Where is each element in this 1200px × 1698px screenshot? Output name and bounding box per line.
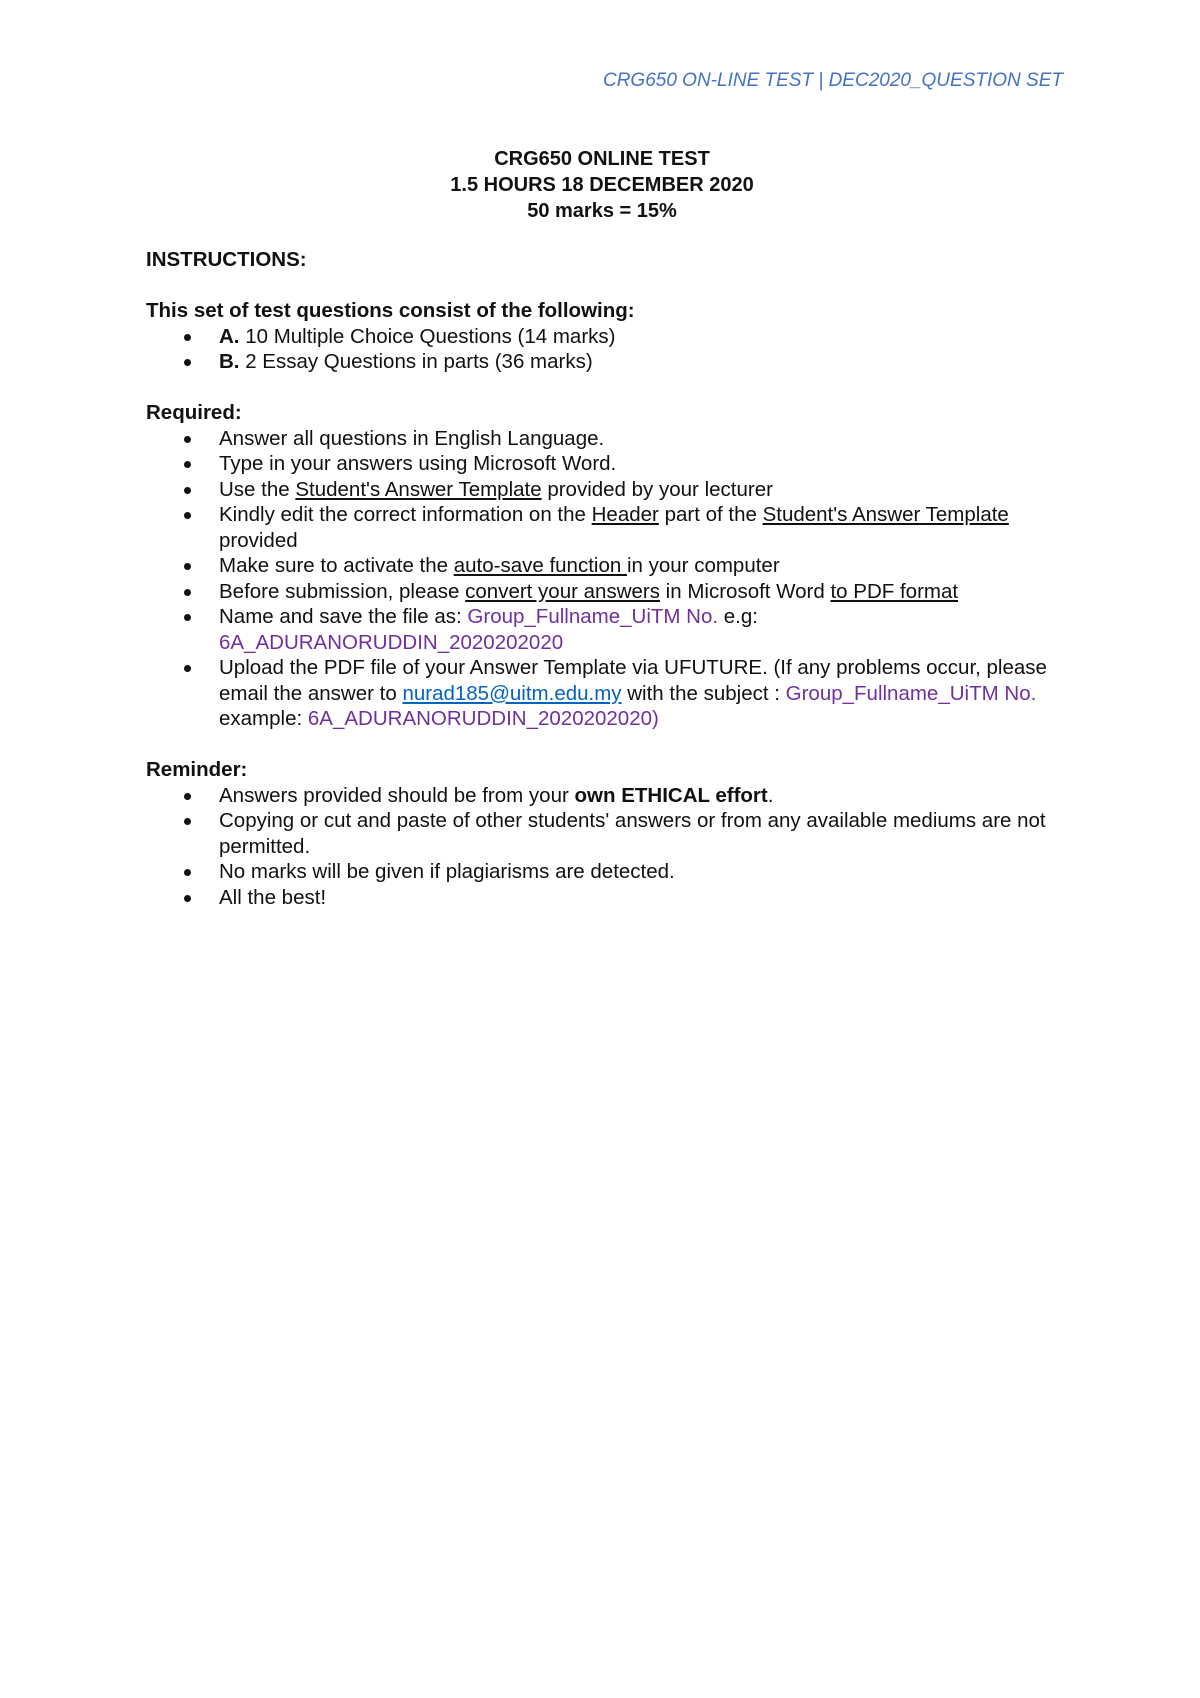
ethical-emphasis: own ETHICAL effort bbox=[574, 783, 768, 807]
part-text: 2 Essay Questions in parts (36 marks) bbox=[239, 350, 593, 373]
item-text: Copying or cut and paste of other students' answers or from any available mediums are not permitted. bbox=[219, 809, 1046, 858]
filename-format: Group_Fullname_UiTM No. bbox=[467, 605, 719, 628]
test-duration-date: 1.5 HOURS 18 DECEMBER 2020 bbox=[450, 174, 754, 196]
running-header: CRG650 ON-LINE TEST | DEC2020_QUESTION SET bbox=[602, 70, 1063, 91]
email-link[interactable]: nurad185@uitm.edu.my bbox=[402, 681, 622, 705]
bullet-icon bbox=[184, 334, 191, 341]
bullet-icon bbox=[184, 818, 191, 825]
bullet-icon bbox=[184, 895, 191, 902]
bullet-icon bbox=[184, 589, 191, 596]
bullet-icon bbox=[184, 359, 191, 366]
required-list bbox=[146, 426, 1058, 732]
list-item bbox=[146, 477, 1058, 503]
part-text: 10 Multiple Choice Questions (14 marks) bbox=[239, 324, 616, 348]
instructions-heading: INSTRUCTIONS: bbox=[146, 248, 307, 271]
list-item bbox=[146, 553, 1058, 579]
item-text: provided by your lecturer bbox=[541, 477, 773, 501]
subject-example: 6A_ADURANORUDDIN_2020202020) bbox=[307, 707, 659, 730]
bullet-icon bbox=[184, 512, 191, 519]
item-text: . bbox=[767, 783, 774, 807]
list-item bbox=[146, 808, 1058, 859]
item-text: Upload the PDF file of your Answer Template via UFUTURE. (If any problems occur, please email the answer to bbox=[219, 656, 1047, 705]
list-item bbox=[146, 885, 1058, 911]
item-text: Name and save the file as: bbox=[219, 605, 468, 628]
instructions-body bbox=[146, 247, 1058, 910]
list-item bbox=[146, 451, 1058, 477]
list-item bbox=[146, 502, 1058, 553]
answer-template-ref: Student's Answer Template bbox=[762, 503, 1009, 526]
subject-format: Group_Fullname_UiTM No. bbox=[785, 681, 1037, 705]
item-text: in your computer bbox=[626, 554, 780, 577]
bullet-icon bbox=[184, 563, 191, 570]
item-text: No marks will be given if plagiarisms are detected. bbox=[219, 860, 675, 883]
item-text: provided bbox=[219, 528, 298, 552]
header-ref: Header bbox=[591, 503, 659, 526]
bullet-icon bbox=[184, 436, 191, 443]
pdf-format-ref: to PDF format bbox=[830, 579, 959, 603]
bullet-icon bbox=[184, 461, 191, 468]
item-text: Answer all questions in English Language. bbox=[219, 426, 605, 450]
filename-example: 6A_ADURANORUDDIN_2020202020 bbox=[219, 630, 564, 654]
list-item bbox=[146, 604, 1058, 655]
item-text: in Microsoft Word bbox=[659, 579, 831, 603]
list-item bbox=[146, 859, 1058, 885]
bullet-icon bbox=[184, 869, 191, 876]
answer-template-ref: Student's Answer Template bbox=[295, 477, 542, 501]
composition-heading: This set of test questions consist of the following: bbox=[146, 299, 635, 322]
bullet-icon bbox=[184, 614, 191, 621]
bullet-icon bbox=[184, 487, 191, 494]
item-text: All the best! bbox=[219, 885, 327, 909]
list-item bbox=[146, 579, 1058, 605]
item-text: Use the bbox=[219, 477, 296, 501]
list-item bbox=[146, 655, 1058, 732]
list-item bbox=[146, 324, 1058, 350]
reminder-heading: Reminder: bbox=[146, 758, 248, 781]
item-text: Answers provided should be from your bbox=[219, 783, 575, 807]
item-text: Kindly edit the correct information on the bbox=[219, 503, 592, 526]
part-label: B. bbox=[219, 350, 240, 373]
test-marks: 50 marks = 15% bbox=[527, 200, 677, 222]
item-text: example: bbox=[219, 707, 308, 730]
list-item bbox=[146, 426, 1058, 452]
test-title: CRG650 ONLINE TEST bbox=[494, 148, 710, 170]
item-text: with the subject : bbox=[621, 681, 786, 705]
reminder-list bbox=[146, 783, 1058, 911]
item-text: Type in your answers using Microsoft Word. bbox=[219, 452, 617, 475]
title-block bbox=[146, 146, 1058, 224]
required-heading: Required: bbox=[146, 401, 242, 424]
item-text: e.g: bbox=[718, 605, 758, 628]
convert-ref: convert your answers bbox=[465, 579, 660, 603]
item-text: part of the bbox=[658, 503, 763, 526]
part-label: A. bbox=[219, 324, 240, 348]
bullet-icon bbox=[184, 793, 191, 800]
parts-list bbox=[146, 324, 1058, 375]
item-text: Before submission, please bbox=[219, 579, 466, 603]
bullet-icon bbox=[184, 665, 191, 672]
item-text: Make sure to activate the bbox=[219, 554, 454, 577]
list-item bbox=[146, 783, 1058, 809]
auto-save-ref: auto-save function bbox=[453, 554, 627, 577]
list-item bbox=[146, 349, 1058, 375]
